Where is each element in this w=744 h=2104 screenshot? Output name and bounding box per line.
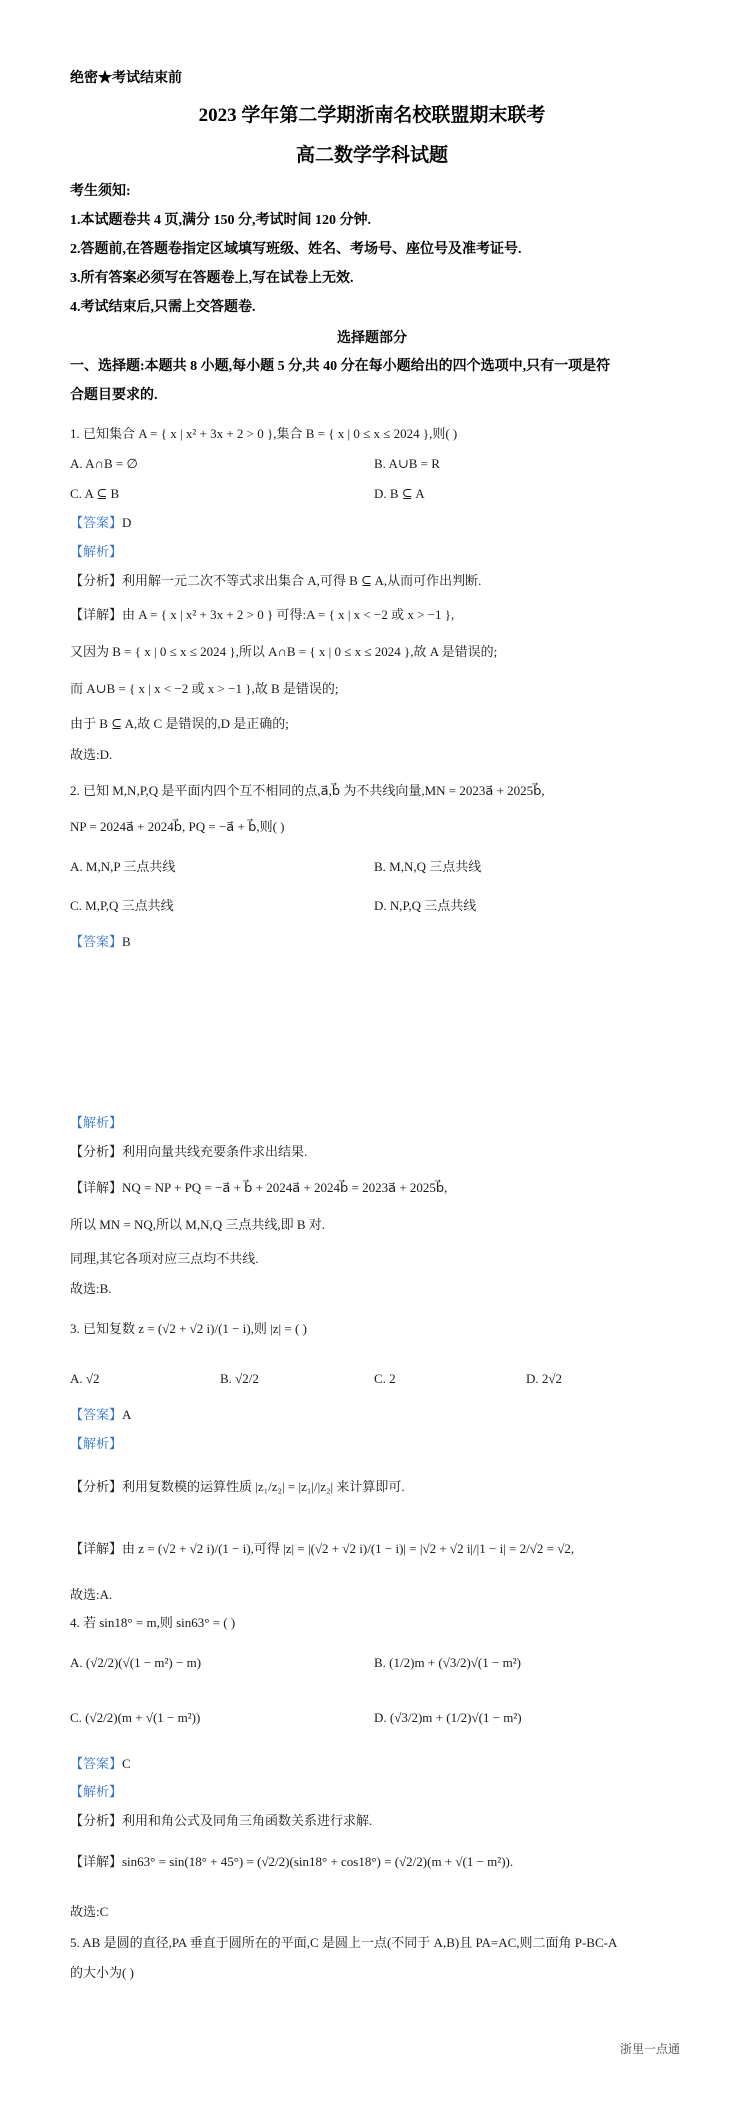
q2-answer [70, 933, 131, 951]
part1-instruction: 一、选择题:本题共 8 小题,每小题 5 分,共 40 分在每小题给出的四个选项中,只有一项是符 [70, 359, 611, 374]
q2-option-b: B. M,N,Q 三点共线 [374, 859, 482, 874]
q4-xiangjie: 【详解】sin63° = sin(18° + 45°) = (√2/2)(sin18° + cos18°) = (√2/2)(m + √(1 − m²)). [70, 1854, 514, 1869]
q4-option-b: B. (1/2)m + (√3/2)√(1 − m²) [374, 1655, 521, 1670]
page-footer: 浙里一点通 [620, 2042, 681, 2056]
q4-answer-value: C [122, 1756, 131, 1771]
q1-analysis-label: 【解析】 [70, 544, 123, 559]
q1-option-b: B. A∪B = R [374, 456, 440, 471]
q5-stem: 5. AB 是圆的直径,PA 垂直于圆所在的平面,C 是圆上一点(不同于 A,B)且 PA=AC,则二面角 P-BC-A [70, 1935, 618, 1950]
q3-answer [70, 1406, 131, 1424]
q1-option-a: A. A∩B = ∅ [70, 456, 138, 471]
q2-option-d: D. N,P,Q 三点共线 [374, 898, 477, 913]
q1-answer [70, 514, 131, 532]
q3-option-b: B. √2/2 [220, 1371, 259, 1386]
q2-fenxi: 【分析】利用向量共线充要条件求出结果. [70, 1144, 308, 1159]
answer-label: 【答案】 [70, 934, 123, 949]
q3-stem: 3. 已知复数 z = (√2 + √2 i)/(1 − i),则 |z| = ( ) [70, 1321, 307, 1336]
q2-answer-value: B [122, 934, 131, 949]
q3-option-d: D. 2√2 [526, 1371, 563, 1386]
q2-stem: 2. 已知 M,N,P,Q 是平面内四个互不相同的点,a⃗,b⃗ 为不共线向量,MN = 2023a⃗ + 2025b⃗, [70, 783, 545, 798]
q3-fenxi: 【分析】利用复数模的运算性质 |z₁/z₂| = |z₁|/|z₂| 来计算即可. [70, 1479, 405, 1494]
q1-line-4: 而 A∪B = { x | x < −2 或 x > −1 },故 B 是错误的; [70, 681, 339, 696]
q1-conclusion: 故选:D. [70, 747, 113, 762]
q4-stem: 4. 若 sin18° = m,则 sin63° = ( ) [70, 1615, 236, 1630]
notice-heading: 考生须知: [70, 184, 131, 199]
q1-stem: 1. 已知集合 A = { x | x² + 3x + 2 > 0 },集合 B = { x | 0 ≤ x ≤ 2024 },则( ) [70, 426, 458, 441]
q4-answer [70, 1755, 131, 1773]
q3-xiangjie: 【详解】由 z = (√2 + √2 i)/(1 − i),可得 |z| = |(√2 + √2 i)/(1 − i)| = |√2 + √2 i|/|1 − i| = 2/√2 = √2, [70, 1541, 575, 1556]
q1-option-c: C. A ⊆ B [70, 486, 120, 501]
notice-item-2: 2.答题前,在答题卷指定区域填写班级、姓名、考场号、座位号及准考证号. [70, 242, 522, 257]
answer-label: 【答案】 [70, 1756, 123, 1771]
q2-stem-cont: NP = 2024a⃗ + 2024b⃗, PQ = −a⃗ + b⃗,则( ) [70, 819, 285, 834]
q4-option-c: C. (√2/2)(m + √(1 − m²)) [70, 1710, 201, 1725]
q3-answer-value: A [122, 1407, 132, 1422]
exam-title: 2023 学年第二学期浙南名校联盟期末联考 [198, 105, 546, 126]
q2-analysis-label: 【解析】 [70, 1115, 123, 1130]
answer-label: 【答案】 [70, 515, 123, 530]
secret-mark: 绝密★考试结束前 [70, 71, 182, 86]
q4-conclusion: 故选:C [70, 1904, 109, 1919]
part1-instruction-cont: 合题目要求的. [70, 388, 158, 403]
q1-xiangjie: 【详解】由 A = { x | x² + 3x + 2 > 0 } 可得:A = { x | x < −2 或 x > −1 }, [70, 607, 455, 622]
q1-fenxi: 【分析】利用解一元二次不等式求出集合 A,可得 B ⊆ A,从而可作出判断. [70, 573, 482, 588]
answer-label: 【答案】 [70, 1407, 123, 1422]
q3-conclusion: 故选:A. [70, 1587, 113, 1602]
q2-xiangjie: 【详解】NQ = NP + PQ = −a⃗ + b⃗ + 2024a⃗ + 2024b⃗ = 2023a⃗ + 2025b⃗, [70, 1180, 448, 1195]
notice-item-4: 4.考试结束后,只需上交答题卷. [70, 300, 256, 315]
q4-analysis-label: 【解析】 [70, 1784, 123, 1799]
q3-option-c: C. 2 [374, 1371, 396, 1386]
section-title: 选择题部分 [337, 331, 407, 346]
q4-option-a: A. (√2/2)(√(1 − m²) − m) [70, 1655, 202, 1670]
q4-fenxi: 【分析】利用和角公式及同角三角函数关系进行求解. [70, 1813, 373, 1828]
q2-line-3: 所以 MN = NQ,所以 M,N,Q 三点共线,即 B 对. [70, 1217, 326, 1232]
q2-line-4: 同理,其它各项对应三点均不共线. [70, 1251, 259, 1266]
q4-option-d: D. (√3/2)m + (1/2)√(1 − m²) [374, 1710, 522, 1725]
q1-line-3: 又因为 B = { x | 0 ≤ x ≤ 2024 },所以 A∩B = { x | 0 ≤ x ≤ 2024 },故 A 是错误的; [70, 644, 498, 659]
q5-stem-cont: 的大小为( ) [70, 1965, 134, 1980]
q3-option-a: A. √2 [70, 1371, 100, 1386]
q2-option-c: C. M,P,Q 三点共线 [70, 898, 174, 913]
q2-option-a: A. M,N,P 三点共线 [70, 859, 176, 874]
q1-option-d: D. B ⊆ A [374, 486, 425, 501]
q1-line-5: 由于 B ⊆ A,故 C 是错误的,D 是正确的; [70, 716, 289, 731]
notice-item-1: 1.本试题卷共 4 页,满分 150 分,考试时间 120 分钟. [70, 213, 371, 228]
notice-item-3: 3.所有答案必须写在答题卷上,写在试卷上无效. [70, 271, 354, 286]
q3-analysis-label: 【解析】 [70, 1436, 123, 1451]
q2-conclusion: 故选:B. [70, 1281, 112, 1296]
q1-answer-value: D [122, 515, 132, 530]
exam-subtitle: 高二数学学科试题 [295, 145, 448, 166]
